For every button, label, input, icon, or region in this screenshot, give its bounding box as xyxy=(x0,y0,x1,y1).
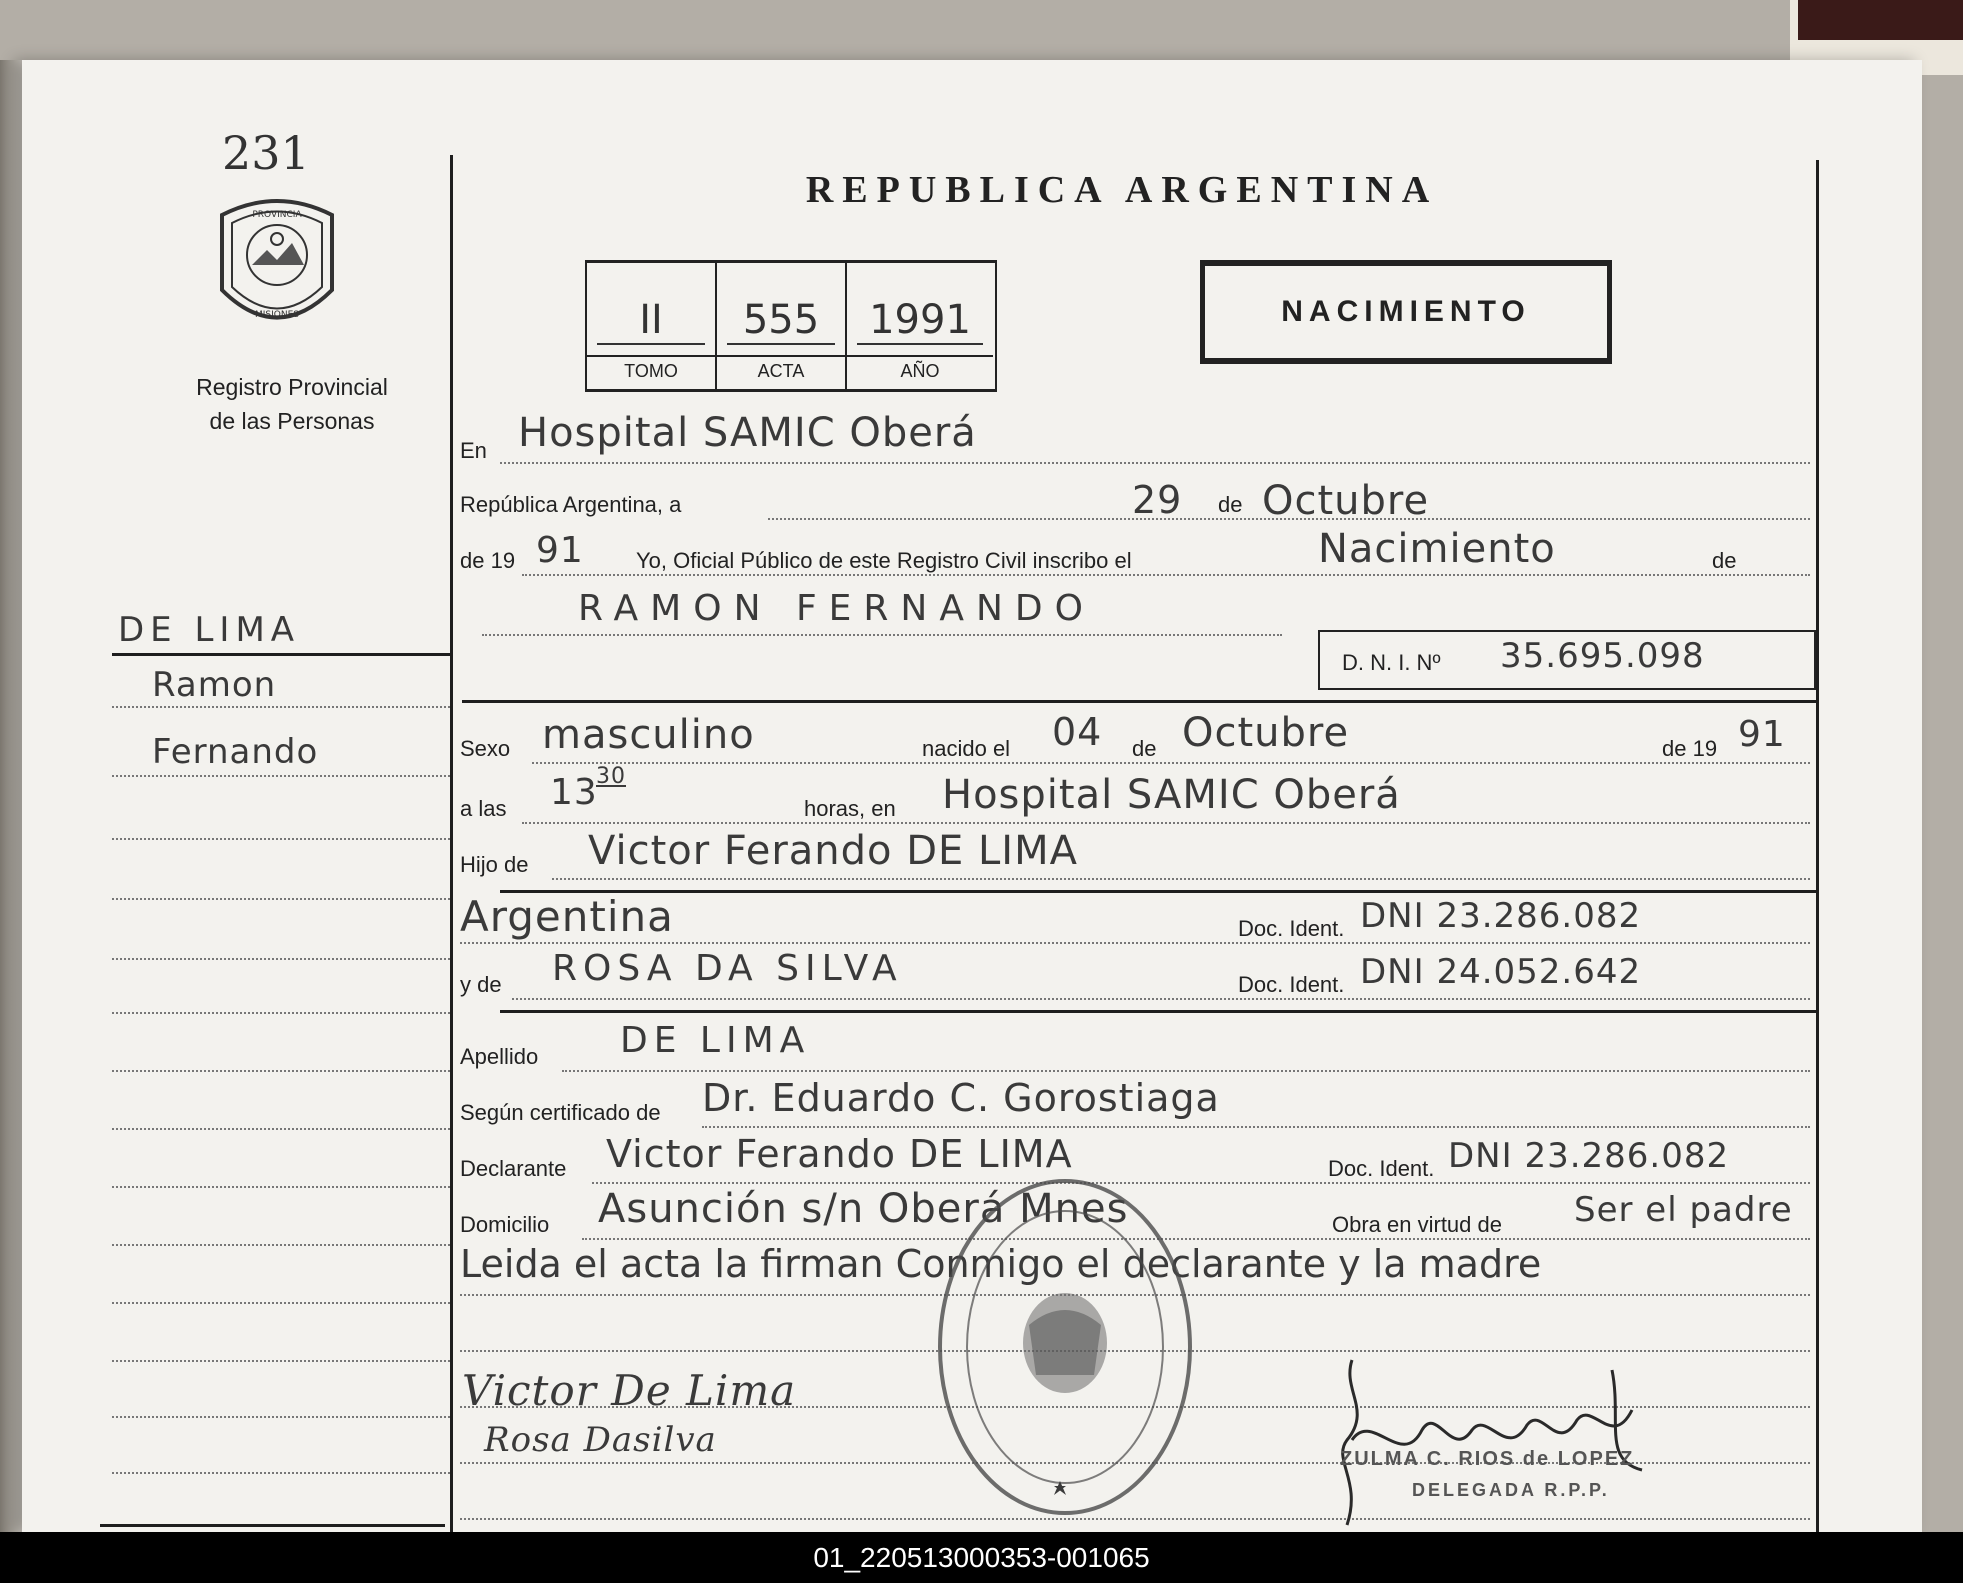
de-label: de xyxy=(1218,492,1243,517)
day-value: 29 xyxy=(1132,478,1183,522)
dotted-line xyxy=(582,1238,1810,1240)
country-heading: REPUBLICA ARGENTINA xyxy=(805,169,1439,211)
registry-line-2: de las Personas xyxy=(209,408,375,434)
republica-label: República Argentina, a xyxy=(460,492,682,517)
dni-value: 35.695.098 xyxy=(1500,636,1705,676)
margin-dotted-line xyxy=(112,838,450,840)
yde-label: y de xyxy=(460,972,502,997)
official-signature xyxy=(1312,1350,1732,1530)
margin-dotted-line xyxy=(112,1070,450,1072)
doctor-value: Dr. Eduardo C. Gorostiaga xyxy=(702,1076,1220,1120)
seal-top-text: PROVINCIA xyxy=(252,210,302,220)
mother-doc: DNI 24.052.642 xyxy=(1360,952,1642,992)
margin-dotted-line xyxy=(112,1302,450,1304)
tomo-acta-ano-box xyxy=(585,260,997,392)
obra-value: Ser el padre xyxy=(1574,1190,1793,1230)
acta-cell xyxy=(717,263,847,389)
margin-first-name: Ramon xyxy=(152,665,277,705)
yo-oficial-label: Yo, Oficial Público de este Registro Civil inscribo el xyxy=(636,548,1132,573)
dni-label: D. N. I. Nº xyxy=(1342,650,1441,675)
margin-rule xyxy=(112,653,450,656)
alas-label: a las xyxy=(460,796,507,821)
book-cover-corner xyxy=(1798,0,1963,40)
record-type-box xyxy=(1200,260,1612,364)
domicilio-value: Asunción s/n Oberá Mnes xyxy=(598,1186,1129,1232)
tomo-value: II xyxy=(597,297,705,345)
declarante-label: Declarante xyxy=(460,1156,567,1181)
father-doc: DNI 23.286.082 xyxy=(1360,896,1642,936)
margin-dotted-line xyxy=(112,1244,450,1246)
dotted-line xyxy=(768,518,1810,520)
margin-dotted-line xyxy=(112,706,450,708)
ano-value: 1991 xyxy=(857,297,983,345)
person-name: RAMON FERNANDO xyxy=(578,588,1095,629)
margin-dotted-line xyxy=(112,775,450,777)
document-page xyxy=(22,60,1922,1532)
en-label: En xyxy=(460,438,487,463)
sexo-label: Sexo xyxy=(460,736,511,761)
de-label-3: de xyxy=(1132,736,1157,761)
birth-year-suffix: 91 xyxy=(1738,714,1786,755)
birth-day: 04 xyxy=(1052,710,1103,754)
year-suffix: 91 xyxy=(536,530,584,571)
birth-place: Hospital SAMIC Oberá xyxy=(942,772,1401,818)
doc-ident-label-2: Doc. Ident. xyxy=(1238,972,1345,997)
margin-dotted-line xyxy=(112,1472,450,1474)
acta-value: 555 xyxy=(727,297,835,345)
column-divider xyxy=(450,155,453,1532)
obra-label: Obra en virtud de xyxy=(1332,1212,1502,1237)
dotted-line xyxy=(592,1182,1810,1184)
surname-value: DE LIMA xyxy=(620,1020,811,1061)
ano-label: AÑO xyxy=(847,355,993,382)
record-type-label: NACIMIENTO xyxy=(1281,295,1531,328)
section-rule xyxy=(500,1010,1816,1013)
margin-dotted-line xyxy=(112,1012,450,1014)
declarante-value: Victor Ferando DE LIMA xyxy=(606,1132,1073,1176)
margin-dotted-line xyxy=(112,1360,450,1362)
apellido-label: Apellido xyxy=(460,1044,539,1069)
event-value: Nacimiento xyxy=(1318,526,1556,572)
horas-label: horas, en xyxy=(804,796,896,821)
dotted-line xyxy=(500,462,1810,464)
dotted-line xyxy=(522,574,1810,576)
margin-dotted-line xyxy=(112,1128,450,1130)
tomo-cell xyxy=(587,263,717,389)
margin-dotted-line xyxy=(112,1186,450,1188)
dotted-line xyxy=(512,998,1810,1000)
image-id-bar xyxy=(0,1532,1963,1583)
margin-bottom-rule xyxy=(100,1524,445,1527)
birth-month: Octubre xyxy=(1182,710,1350,756)
margin-dotted-line xyxy=(112,898,450,900)
father-name: Victor Ferando DE LIMA xyxy=(588,828,1078,874)
hijo-label: Hijo de xyxy=(460,852,529,877)
dotted-line xyxy=(460,942,1810,944)
official-title: DELEGADA R.P.P. xyxy=(1412,1480,1610,1500)
registry-line-1: Registro Provincial xyxy=(196,374,388,400)
de-label-2: de xyxy=(1712,548,1737,573)
nacido-label: nacido el xyxy=(922,736,1011,761)
margin-surname: DE LIMA xyxy=(118,610,301,650)
province-seal-icon xyxy=(212,195,342,335)
margin-second-name: Fernando xyxy=(152,732,319,772)
hour-value: 13 xyxy=(550,772,598,813)
place-value: Hospital SAMIC Oberá xyxy=(518,410,977,456)
declarante-doc: DNI 23.286.082 xyxy=(1448,1136,1730,1176)
folio-number: 231 xyxy=(222,126,310,180)
registry-stamp xyxy=(934,1175,1196,1519)
segun-label: Según certificado de xyxy=(460,1100,661,1125)
margin-dotted-line xyxy=(112,958,450,960)
dotted-line xyxy=(522,822,1810,824)
book-spine xyxy=(0,60,24,1532)
registry-title xyxy=(142,370,442,438)
dotted-line xyxy=(532,762,1810,764)
mother-name: ROSA DA SILVA xyxy=(552,948,903,989)
father-signature: Victor De Lima xyxy=(462,1366,797,1415)
doc-ident-label: Doc. Ident. xyxy=(1238,916,1345,941)
image-id: 01_220513000353-001065 xyxy=(813,1542,1150,1573)
de19-label-2: de 19 xyxy=(1662,736,1718,761)
minutes-value: 30 xyxy=(596,764,626,789)
dotted-line xyxy=(482,634,1282,636)
dotted-line xyxy=(562,1070,1810,1072)
dotted-line xyxy=(552,878,1810,880)
father-nationality: Argentina xyxy=(460,892,674,941)
leida-statement: Leida el acta la firman Conmigo el declarante y la madre xyxy=(460,1242,1542,1286)
right-border xyxy=(1816,160,1819,1532)
doc-ident-label-3: Doc. Ident. xyxy=(1328,1156,1435,1181)
acta-label: ACTA xyxy=(717,355,845,382)
dotted-line xyxy=(702,1126,1810,1128)
tomo-label: TOMO xyxy=(587,355,715,382)
ano-cell xyxy=(847,263,993,389)
month-value: Octubre xyxy=(1262,478,1430,524)
domicilio-label: Domicilio xyxy=(460,1212,550,1237)
sexo-value: masculino xyxy=(542,712,755,758)
margin-dotted-line xyxy=(112,1416,450,1418)
de19-label: de 19 xyxy=(460,548,516,573)
seal-bottom-text: MISIONES xyxy=(254,310,300,320)
official-name: ZULMA C. RIOS de LOPEZ xyxy=(1340,1448,1635,1470)
section-rule xyxy=(462,700,1816,703)
mother-signature: Rosa Dasilva xyxy=(484,1420,717,1460)
section-rule xyxy=(500,890,1816,893)
